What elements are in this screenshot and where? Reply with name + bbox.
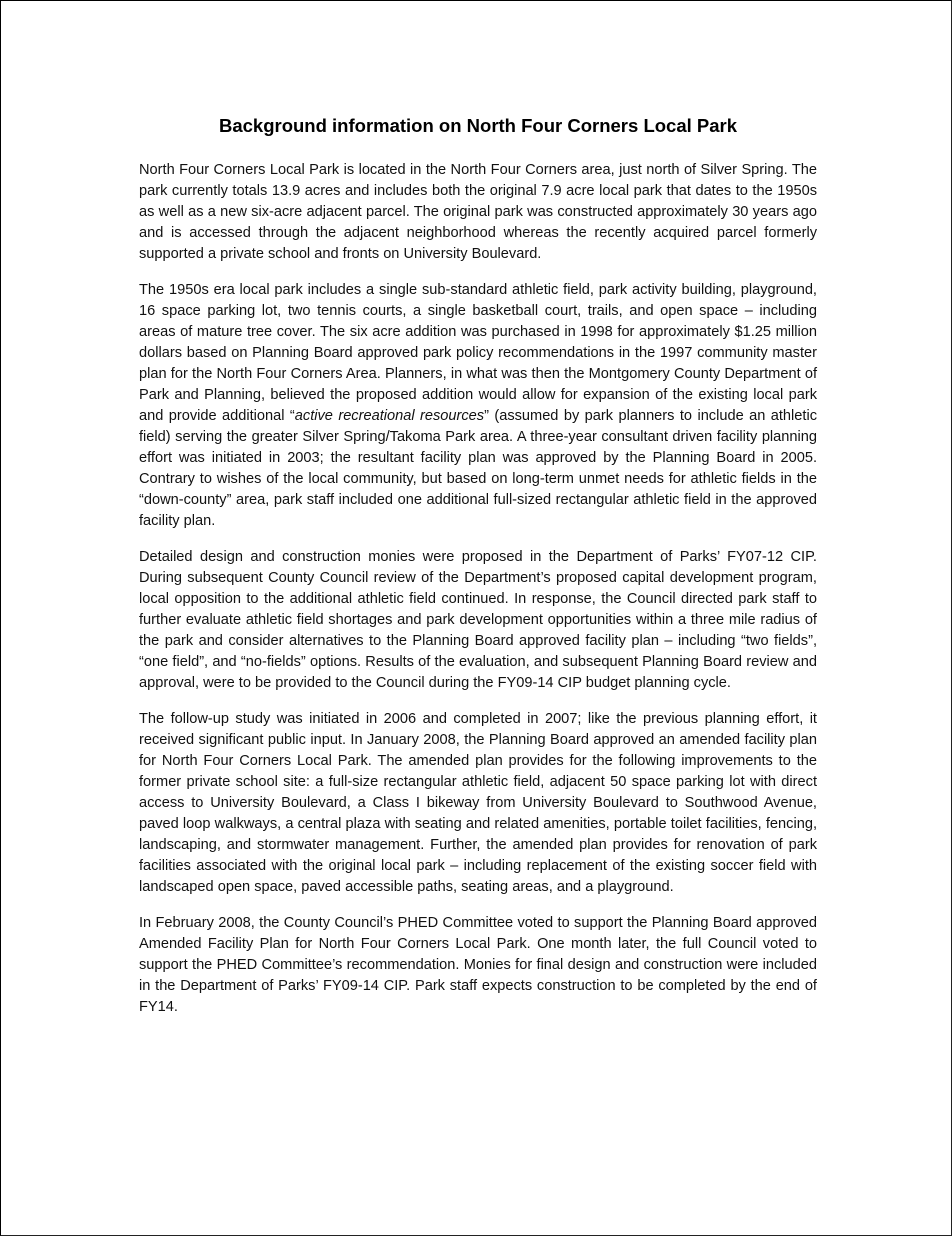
paragraph-history-text-1: The 1950s era local park includes a single sub-standard athletic field, park activity building, playground, 16 space parking lot, two tennis courts, a single basketball court, trails, and open space – including areas of mature tree cover. The six acre addition was purchased in 1998 for approximately $1.25 million dollars based on Planning Board approved park policy recommendations in the 1997 community master plan for the North Four Corners Area. Planners, in what was then the Montgomery County Department of Park and Planning, believed the proposed addition would allow for expansion of the existing local park and provide additional “ <box>139 282 817 424</box>
document-title: Background information on North Four Corners Local Park <box>218 115 738 136</box>
paragraph-council-approval: In February 2008, the County Council’s PHED Committee voted to support the Planning Board approved Amended Facility Plan for North Four Corners Local Park. One month later, the full Council voted to support the PHED Committee’s recommendation. Monies for final design and construction were included in the Department of Parks’ FY09-14 CIP. Park staff expects construction to be completed by the end of FY14. <box>139 915 817 1015</box>
paragraph-history-text-2: ” (assumed by park planners to include an athletic field) serving the greater Silver Spring/Takoma Park area. A three-year consultant driven facility planning effort was initiated in 2003; the resultant facility plan was approved by the Planning Board in 2005. Contrary to wishes of the local community, but based on long-term unmet needs for athletic fields in the “down-county” area, park staff included one additional full-sized rectangular athletic field in the approved facility plan. <box>139 408 817 529</box>
paragraph-history <box>139 280 817 532</box>
paragraph-history-emphasis: active recreational resources <box>294 408 485 424</box>
document-body <box>139 113 817 1033</box>
paragraph-location: North Four Corners Local Park is located in the North Four Corners area, just north of Silver Spring. The park currently totals 13.9 acres and includes both the original 7.9 acre local park that dates to the 1950s as well as a new six-acre adjacent parcel. The original park was constructed approximately 30 years ago and is accessed through the adjacent neighborhood whereas the recently acquired parcel formerly supported a private school and fronts on University Boulevard. <box>139 162 817 262</box>
paragraph-design-funding: Detailed design and construction monies were proposed in the Department of Parks’ FY07-12 CIP. During subsequent County Council review of the Department’s proposed capital development program, local opposition to the additional athletic field continued. In response, the Council directed park staff to further evaluate athletic field shortages and park development opportunities within a three mile radius of the park and consider alternatives to the Planning Board approved facility plan – including “two fields”, “one field”, and “no-fields” options. Results of the evaluation, and subsequent Planning Board review and approval, were to be provided to the Council during the FY09-14 CIP budget planning cycle. <box>139 549 817 691</box>
paragraph-follow-up-study: The follow-up study was initiated in 2006 and completed in 2007; like the previous planning effort, it received significant public input. In January 2008, the Planning Board approved an amended facility plan for North Four Corners Local Park. The amended plan provides for the following improvements to the former private school site: a full-size rectangular athletic field, adjacent 50 space parking lot with direct access to University Boulevard, a Class I bikeway from University Boulevard to Southwood Avenue, paved loop walkways, a central plaza with seating and related amenities, portable toilet facilities, fencing, landscaping, and stormwater management. Further, the amended plan provides for renovation of park facilities associated with the original local park – including replacement of the existing soccer field with landscaped open space, paved accessible paths, seating areas, and a playground. <box>139 711 817 895</box>
